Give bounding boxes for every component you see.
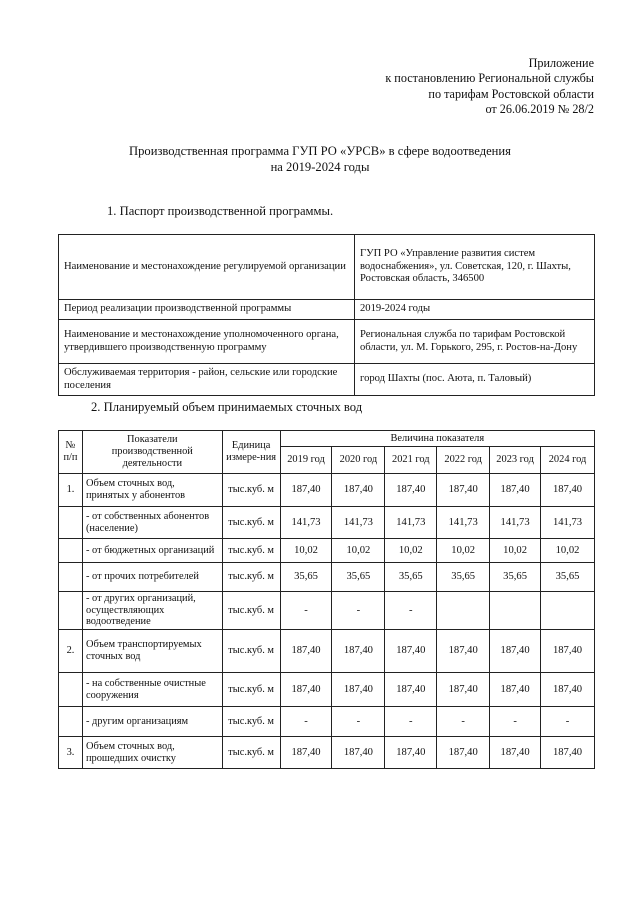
row-value: - bbox=[490, 707, 541, 737]
header-year: 2023 год bbox=[490, 447, 541, 474]
row-value: 187,40 bbox=[332, 474, 385, 507]
passport-label: Наименование и местонахождение регулируемой организации bbox=[59, 235, 355, 300]
row-unit: тыс.куб. м bbox=[222, 630, 280, 673]
row-value: - bbox=[332, 592, 385, 630]
row-number bbox=[59, 563, 83, 592]
title-line: на 2019-2024 годы bbox=[270, 159, 370, 174]
header-year: 2024 год bbox=[541, 447, 595, 474]
row-indicator: Объем транспортируемых сточных вод bbox=[82, 630, 222, 673]
row-value: - bbox=[280, 592, 332, 630]
header-value-group: Величина показателя bbox=[280, 431, 594, 447]
row-value: 10,02 bbox=[280, 539, 332, 563]
table-row bbox=[59, 630, 595, 673]
row-unit: тыс.куб. м bbox=[222, 474, 280, 507]
table-row bbox=[59, 474, 595, 507]
row-value: 141,73 bbox=[332, 507, 385, 539]
row-value: 141,73 bbox=[280, 507, 332, 539]
table-row bbox=[59, 507, 595, 539]
table-row bbox=[59, 707, 595, 737]
row-number bbox=[59, 707, 83, 737]
row-value: 187,40 bbox=[280, 630, 332, 673]
row-value: 187,40 bbox=[385, 474, 437, 507]
row-number bbox=[59, 507, 83, 539]
header-year: 2019 год bbox=[280, 447, 332, 474]
row-number bbox=[59, 539, 83, 563]
row-number bbox=[59, 592, 83, 630]
row-number: 2. bbox=[59, 630, 83, 673]
row-value: - bbox=[437, 707, 490, 737]
row-number: 3. bbox=[59, 737, 83, 769]
row-value: 187,40 bbox=[385, 630, 437, 673]
row-value: 141,73 bbox=[437, 507, 490, 539]
row-value: 141,73 bbox=[490, 507, 541, 539]
row-value bbox=[437, 592, 490, 630]
row-value: - bbox=[332, 707, 385, 737]
row-indicator: Объем сточных вод, прошедших очистку bbox=[82, 737, 222, 769]
appendix-line: по тарифам Ростовской области bbox=[428, 86, 594, 101]
row-value: 187,40 bbox=[541, 737, 595, 769]
passport-row bbox=[59, 300, 595, 320]
row-value: 187,40 bbox=[332, 673, 385, 707]
passport-table bbox=[58, 234, 595, 396]
row-value: 187,40 bbox=[332, 737, 385, 769]
appendix-block bbox=[385, 56, 594, 117]
row-value: 187,40 bbox=[490, 630, 541, 673]
header-year: 2020 год bbox=[332, 447, 385, 474]
passport-row bbox=[59, 320, 595, 364]
row-value: 187,40 bbox=[280, 737, 332, 769]
row-unit: тыс.куб. м bbox=[222, 592, 280, 630]
row-value: 187,40 bbox=[490, 673, 541, 707]
row-indicator: - другим организациям bbox=[82, 707, 222, 737]
passport-label: Наименование и местонахождение уполномоченного органа, утвердившего производственную программу bbox=[59, 320, 355, 364]
row-value: 187,40 bbox=[385, 737, 437, 769]
row-value: - bbox=[541, 707, 595, 737]
document-title bbox=[0, 144, 640, 175]
row-value: 10,02 bbox=[385, 539, 437, 563]
row-value: 35,65 bbox=[437, 563, 490, 592]
passport-row bbox=[59, 235, 595, 300]
row-value: 187,40 bbox=[280, 673, 332, 707]
header-unit: Единица измере-ния bbox=[222, 431, 280, 474]
row-unit: тыс.куб. м bbox=[222, 563, 280, 592]
row-unit: тыс.куб. м bbox=[222, 737, 280, 769]
title-line: Производственная программа ГУП РО «УРСВ» в сфере водоотведения bbox=[129, 144, 511, 158]
row-value: - bbox=[385, 592, 437, 630]
row-indicator: Объем сточных вод, принятых у абонентов bbox=[82, 474, 222, 507]
row-value: 187,40 bbox=[490, 737, 541, 769]
header-indicator: Показатели производственной деятельности bbox=[82, 431, 222, 474]
row-value: 187,40 bbox=[385, 673, 437, 707]
row-indicator: - от бюджетных организаций bbox=[82, 539, 222, 563]
row-value: 10,02 bbox=[437, 539, 490, 563]
header-year: 2022 год bbox=[437, 447, 490, 474]
passport-value: 2019-2024 годы bbox=[355, 300, 595, 320]
passport-row bbox=[59, 364, 595, 396]
table-row bbox=[59, 737, 595, 769]
row-unit: тыс.куб. м bbox=[222, 539, 280, 563]
appendix-date-line: от 26.06.2019 № 28/2 bbox=[485, 101, 594, 116]
row-value: 35,65 bbox=[541, 563, 595, 592]
table-row bbox=[59, 592, 595, 630]
passport-value: город Шахты (пос. Аюта, п. Таловый) bbox=[355, 364, 595, 396]
table-row bbox=[59, 539, 595, 563]
header-num: № п/п bbox=[59, 431, 83, 474]
row-value: 141,73 bbox=[541, 507, 595, 539]
section-1-heading: 1. Паспорт производственной программы. bbox=[107, 204, 334, 218]
row-unit: тыс.куб. м bbox=[222, 507, 280, 539]
passport-label: Период реализации производственной программы bbox=[59, 300, 355, 320]
row-value: 187,40 bbox=[437, 673, 490, 707]
row-value bbox=[541, 592, 595, 630]
row-value: 10,02 bbox=[490, 539, 541, 563]
volume-table-body bbox=[59, 474, 595, 769]
row-value: 187,40 bbox=[541, 673, 595, 707]
table-row bbox=[59, 563, 595, 592]
row-indicator: - от собственных абонентов (население) bbox=[82, 507, 222, 539]
row-value: 187,40 bbox=[490, 474, 541, 507]
row-value: 35,65 bbox=[490, 563, 541, 592]
row-value: 187,40 bbox=[280, 474, 332, 507]
row-value: 35,65 bbox=[385, 563, 437, 592]
row-unit: тыс.куб. м bbox=[222, 673, 280, 707]
volume-table bbox=[58, 430, 595, 769]
passport-value: Региональная служба по тарифам Ростовской области, ул. М. Горького, 295, г. Ростов-на-Дону bbox=[355, 320, 595, 364]
passport-value: ГУП РО «Управление развития систем водоснабжения», ул. Советская, 120, г. Шахты, Ростовская область, 346500 bbox=[355, 235, 595, 300]
row-value: 187,40 bbox=[541, 630, 595, 673]
row-number: 1. bbox=[59, 474, 83, 507]
header-row bbox=[59, 431, 595, 447]
row-value: - bbox=[280, 707, 332, 737]
row-value: 187,40 bbox=[437, 737, 490, 769]
section-2-heading: 2. Планируемый объем принимаемых сточных вод bbox=[91, 400, 363, 414]
row-value: 187,40 bbox=[541, 474, 595, 507]
row-value: 187,40 bbox=[332, 630, 385, 673]
row-value: 35,65 bbox=[332, 563, 385, 592]
row-value: 35,65 bbox=[280, 563, 332, 592]
row-unit: тыс.куб. м bbox=[222, 707, 280, 737]
appendix-line: к постановлению Региональной службы bbox=[385, 71, 594, 86]
row-value: 10,02 bbox=[332, 539, 385, 563]
row-value bbox=[490, 592, 541, 630]
row-indicator: - от прочих потребителей bbox=[82, 563, 222, 592]
row-value: 187,40 bbox=[437, 474, 490, 507]
appendix-line: Приложение bbox=[528, 56, 594, 70]
row-indicator: - на собственные очистные сооружения bbox=[82, 673, 222, 707]
row-value: - bbox=[385, 707, 437, 737]
row-indicator: - от других организаций, осуществляющих водоотведение bbox=[82, 592, 222, 630]
header-year: 2021 год bbox=[385, 447, 437, 474]
passport-label: Обслуживаемая территория - район, сельские или городские поселения bbox=[59, 364, 355, 396]
row-number bbox=[59, 673, 83, 707]
row-value: 187,40 bbox=[437, 630, 490, 673]
row-value: 141,73 bbox=[385, 507, 437, 539]
row-value: 10,02 bbox=[541, 539, 595, 563]
table-row bbox=[59, 673, 595, 707]
